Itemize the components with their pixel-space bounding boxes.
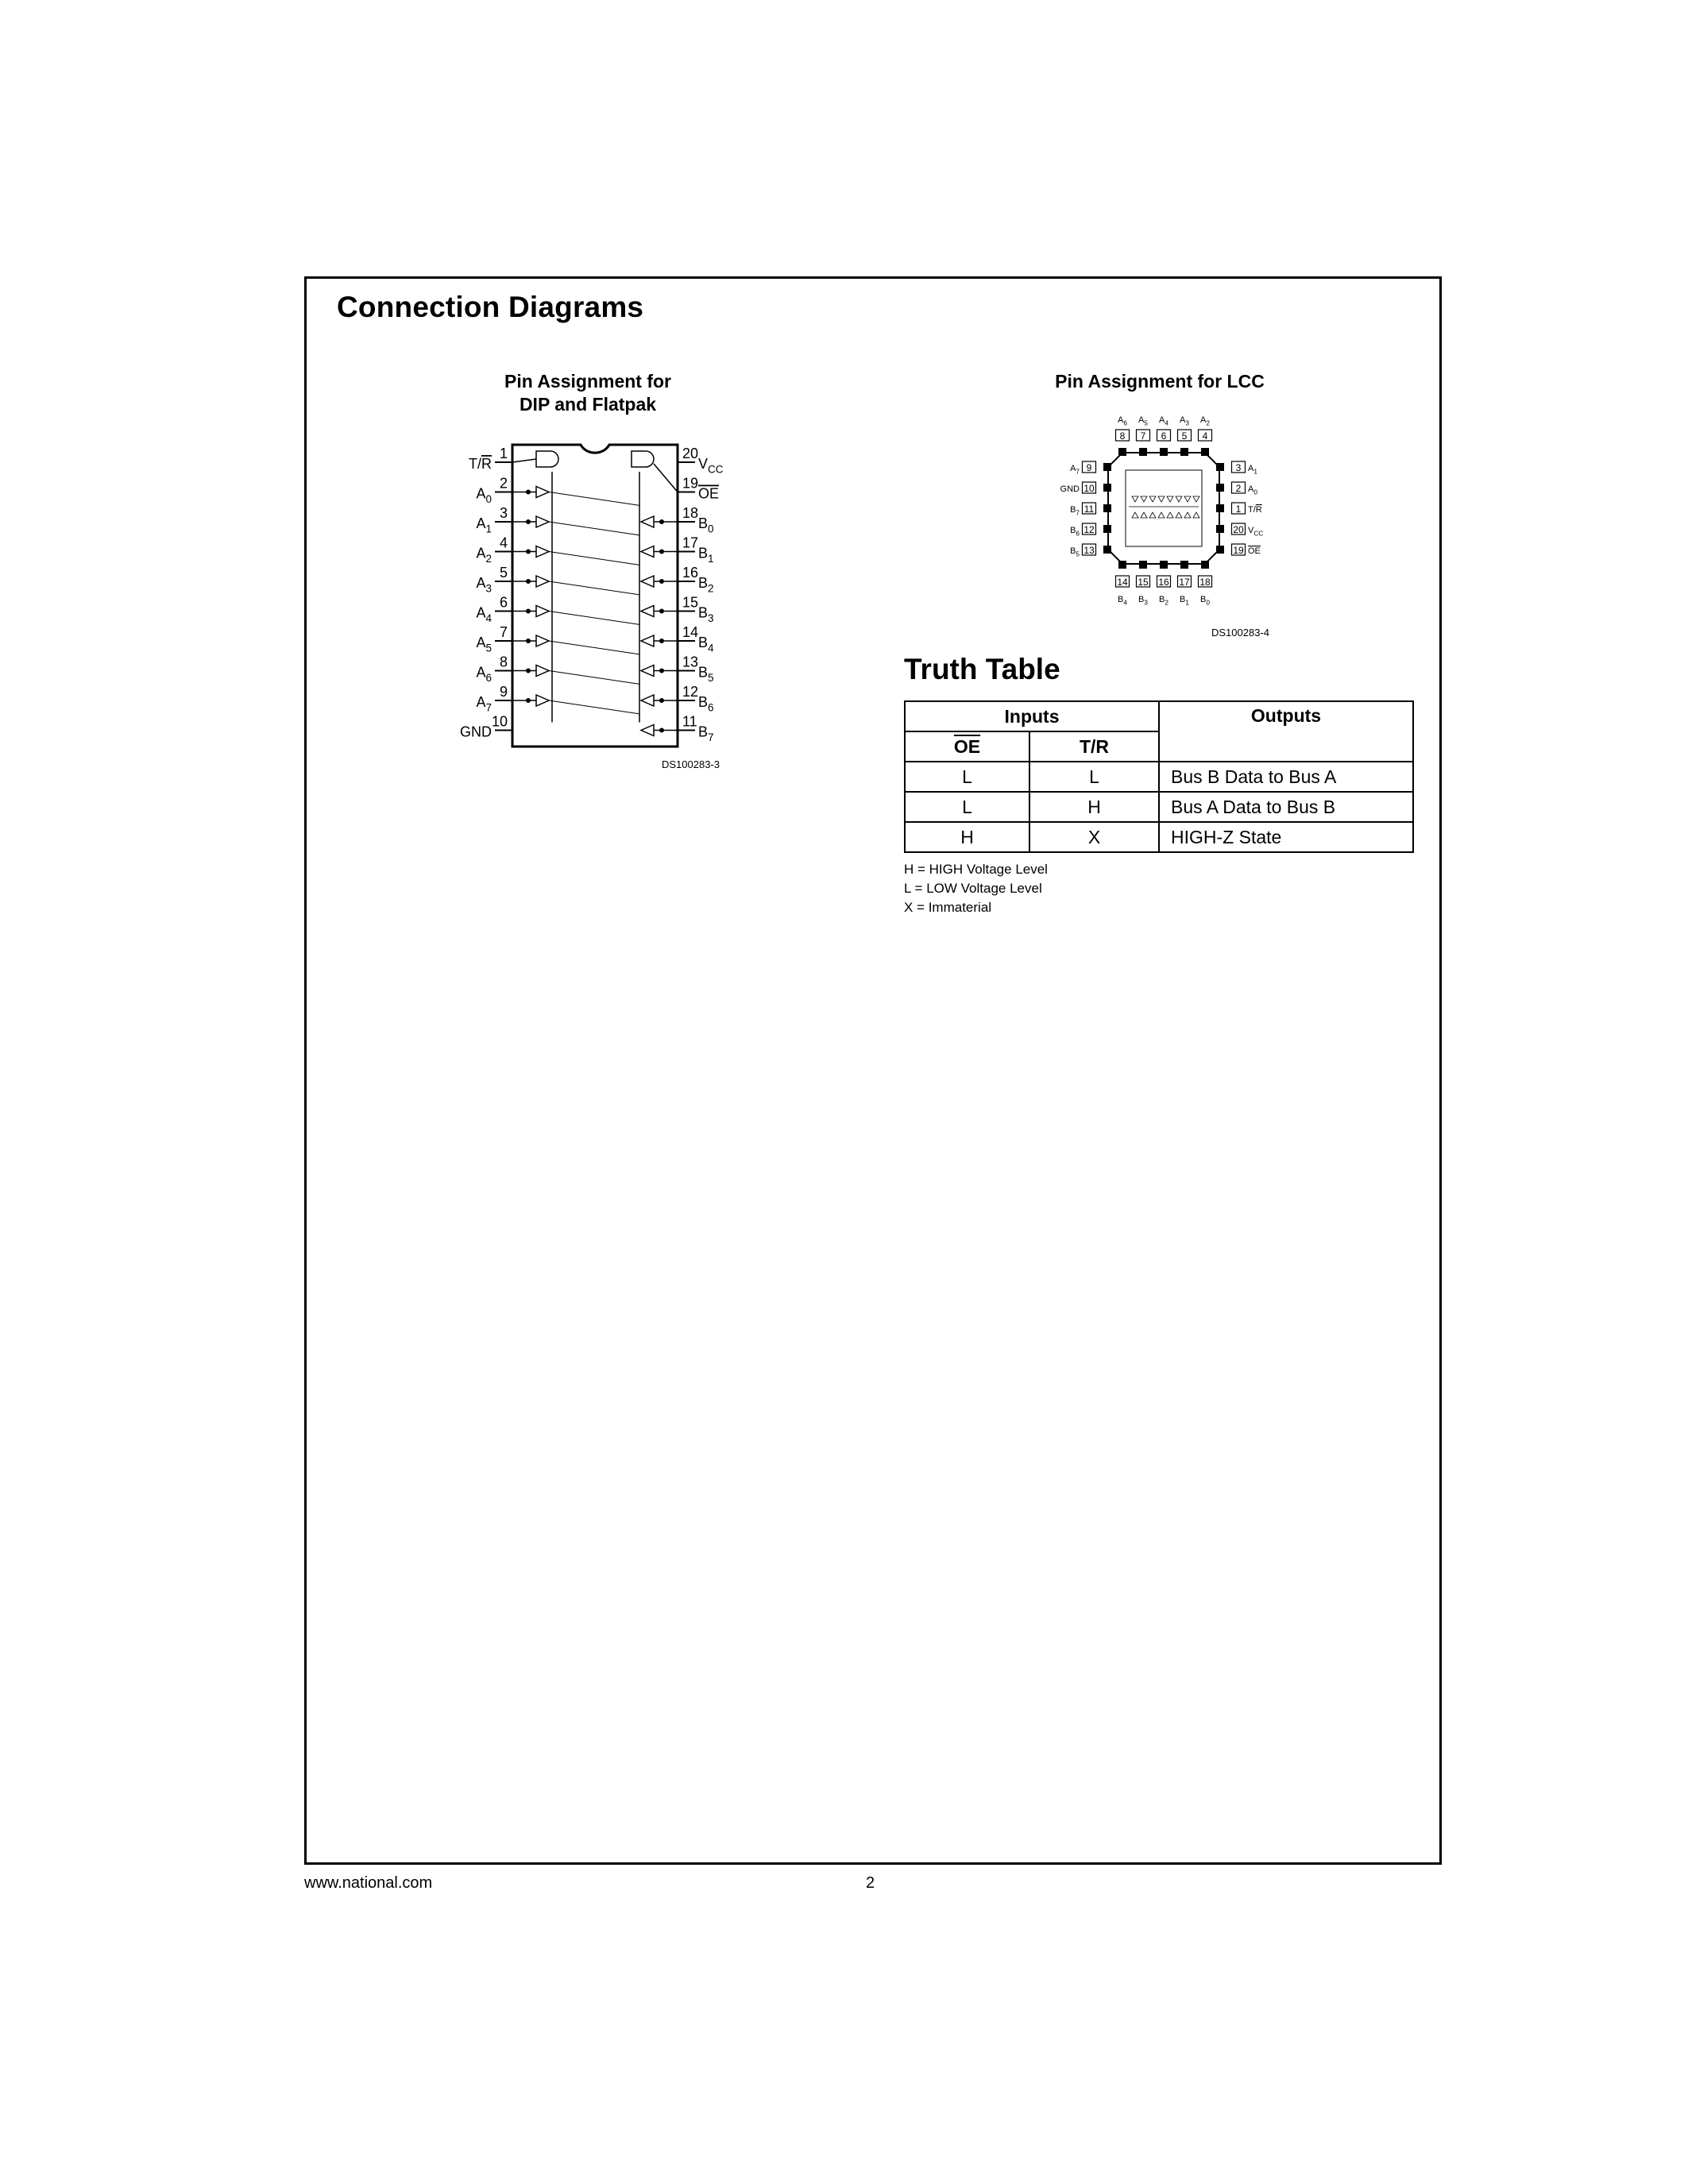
buffer-triangle [641, 546, 654, 558]
dip-pin-label: $B_0$ [698, 515, 714, 535]
buffer-triangle [1167, 496, 1173, 502]
dip-pin-label: $A_2$ [476, 545, 492, 565]
lcc-pin-label: T/R [1248, 505, 1262, 515]
dip-pin-label: $A_7$ [476, 694, 492, 714]
lcc-pad [1201, 561, 1209, 569]
buffer-triangle [1132, 496, 1138, 502]
lcc-pin-number: 18 [1199, 577, 1211, 588]
lcc-pin-number: 11 [1083, 504, 1095, 515]
buffer-triangle [1132, 512, 1138, 518]
buffer-triangle [1184, 496, 1191, 502]
truth-table-group-header [905, 701, 1413, 731]
junction-dot [526, 669, 531, 673]
lcc-pin-number: 3 [1235, 462, 1242, 473]
section-title: Connection Diagrams [337, 291, 644, 323]
junction-dot [659, 669, 664, 673]
footer-page-number: 2 [866, 1874, 875, 1892]
dip-pin-label: $A_5$ [476, 635, 492, 654]
junction-dot [526, 550, 531, 554]
junction-dot [526, 698, 531, 703]
signal-line [549, 492, 639, 506]
lcc-pad [1180, 448, 1188, 456]
dip-pin-number: 2 [499, 475, 508, 492]
lcc-pin-label: $A_4$ [1159, 415, 1168, 427]
lcc-pin-label: $A_6$ [1118, 415, 1127, 427]
buffer-triangle [1158, 496, 1165, 502]
buffer-triangle [1149, 512, 1156, 518]
tr-cell: X [1029, 822, 1159, 852]
lcc-pin-number: 17 [1179, 577, 1190, 588]
dip-package-outline [512, 445, 678, 747]
dip-pin-number: 3 [499, 505, 508, 521]
buffer-triangle [1193, 512, 1199, 518]
oe-cell: H [905, 822, 1029, 852]
dip-pin-number: 1 [499, 446, 508, 461]
buffer-triangle [536, 606, 549, 617]
lcc-pad [1103, 463, 1111, 471]
lcc-pin-label: OE [1248, 546, 1261, 556]
dip-pin-label: $B_7$ [698, 723, 714, 743]
tr-header-text: T/R [1079, 735, 1110, 757]
junction-dot [526, 579, 531, 584]
lcc-pad [1139, 561, 1147, 569]
dip-drawing-id: DS100283-3 [662, 758, 720, 770]
legend-line: H = HIGH Voltage Level [904, 862, 1048, 877]
buffer-triangle [1193, 496, 1199, 502]
buffer-triangle [536, 666, 549, 677]
lcc-pin-label: $B_5$ [1070, 546, 1080, 558]
dip-caption-line2: DIP and Flatpak [519, 394, 657, 415]
lcc-pin-label: GND [1060, 484, 1080, 494]
buffer-triangle [641, 635, 654, 646]
dip-pin-number: 7 [499, 624, 508, 640]
lcc-pin-label: $A_7$ [1070, 464, 1080, 476]
dip-pin-number: 6 [499, 594, 508, 611]
lcc-pad [1118, 448, 1126, 456]
dip-pin-label: $B_4$ [698, 635, 714, 654]
lcc-pad [1118, 561, 1126, 569]
dip-caption [445, 370, 731, 416]
lcc-pin-label: $B_0$ [1200, 595, 1210, 607]
junction-dot [526, 639, 531, 643]
lcc-pin-number: 2 [1235, 483, 1242, 494]
dip-pin-number: 14 [682, 624, 699, 640]
buffer-triangle [536, 546, 549, 558]
buffer-triangle [1176, 496, 1182, 502]
dip-pin-number: 5 [499, 565, 508, 581]
lcc-pin-number: 6 [1161, 430, 1167, 442]
lcc-pin-number: 10 [1083, 483, 1095, 494]
signal-line [654, 464, 678, 492]
lcc-pin-label: $B_7$ [1070, 505, 1080, 517]
lcc-pin-label: $A_0$ [1248, 484, 1257, 496]
buffer-triangle [1141, 512, 1147, 518]
lcc-pin-number: 13 [1083, 545, 1095, 556]
lcc-pin-number: 12 [1083, 524, 1095, 535]
signal-line [512, 459, 536, 462]
output-cell: Bus A Data to Bus B [1159, 792, 1413, 822]
junction-dot [526, 490, 531, 495]
truth-table-title: Truth Table [904, 653, 1060, 685]
junction-dot [659, 579, 664, 584]
buffer-triangle [641, 666, 654, 677]
lcc-pin-number: 14 [1117, 577, 1128, 588]
lcc-die-outline [1126, 470, 1202, 546]
dip-pin-number: 13 [682, 654, 699, 670]
dip-pin-label: $A_3$ [476, 575, 492, 595]
junction-dot [659, 698, 664, 703]
tr-cell: H [1029, 792, 1159, 822]
dip-pin-label: T/R [469, 456, 492, 472]
signal-line [549, 612, 639, 625]
junction-dot [659, 609, 664, 614]
dip-pin-label: $B_1$ [698, 545, 714, 565]
lcc-drawing-id: DS100283-4 [1211, 627, 1269, 639]
dip-pin-number: 15 [682, 594, 699, 611]
dip-pin-label: $B_6$ [698, 694, 714, 714]
outputs-header: Outputs [1159, 701, 1413, 762]
lcc-package-outline [1108, 453, 1219, 564]
dip-pin-number: 19 [682, 475, 699, 492]
buffer-triangle [1167, 512, 1173, 518]
lcc-pin-number: 19 [1233, 545, 1244, 556]
lcc-pin-label: $B_4$ [1118, 595, 1127, 607]
buffer-triangle [1158, 512, 1165, 518]
dip-pin-label: $B_2$ [698, 575, 714, 595]
output-cell: HIGH-Z State [1159, 822, 1413, 852]
dip-pin-label: $A_1$ [476, 515, 492, 535]
dip-pin-number: 20 [682, 446, 699, 461]
table-row [905, 762, 1413, 792]
junction-dot [526, 609, 531, 614]
lcc-pin-number: 9 [1086, 462, 1092, 473]
truth-table [904, 700, 1414, 853]
signal-line [549, 552, 639, 565]
buffer-triangle [641, 725, 654, 736]
lcc-pad [1139, 448, 1147, 456]
lcc-pad [1216, 463, 1224, 471]
dip-pin-number: 8 [499, 654, 508, 670]
oe-cell: L [905, 762, 1029, 792]
junction-dot [659, 519, 664, 524]
footer-url: www.national.com [304, 1874, 433, 1892]
junction-dot [659, 728, 664, 733]
buffer-triangle [536, 516, 549, 527]
lcc-pin-label: $A_1$ [1248, 464, 1257, 476]
lcc-pin-label: $B_6$ [1070, 526, 1080, 538]
table-row [905, 792, 1413, 822]
junction-dot [659, 550, 664, 554]
legend-line: L = LOW Voltage Level [904, 881, 1042, 896]
oe-cell: L [905, 792, 1029, 822]
and-gate [536, 451, 558, 467]
output-cell: Bus B Data to Bus A [1159, 762, 1413, 792]
lcc-pin-label: $B_2$ [1159, 595, 1168, 607]
lcc-pad [1216, 484, 1224, 492]
tr-cell: L [1029, 762, 1159, 792]
and-gate [632, 451, 654, 467]
lcc-pin-label: $A_2$ [1200, 415, 1210, 427]
lcc-pad [1160, 561, 1168, 569]
lcc-pin-number: 20 [1233, 524, 1244, 535]
dip-pin-label: $V_{CC}$ [698, 456, 724, 476]
lcc-pin-number: 16 [1158, 577, 1169, 588]
signal-line [549, 700, 639, 714]
lcc-pin-label: $V_{CC}$ [1248, 526, 1264, 538]
dip-pin-label: GND [460, 723, 492, 740]
lcc-pin-number: 4 [1202, 430, 1208, 442]
dip-pin-label: $B_3$ [698, 604, 714, 624]
signal-line [549, 641, 639, 654]
signal-line [549, 522, 639, 535]
lcc-pinout-diagram [1033, 405, 1295, 635]
buffer-triangle [536, 487, 549, 498]
lcc-pad [1216, 546, 1224, 554]
lcc-pad [1216, 525, 1224, 533]
table-row [905, 822, 1413, 852]
signal-line [549, 581, 639, 595]
lcc-pin-number: 15 [1138, 577, 1149, 588]
dip-caption-line1: Pin Assignment for [504, 371, 671, 392]
dip-pin-number: 17 [682, 534, 699, 551]
legend-line: X = Immaterial [904, 900, 992, 915]
dip-pin-number: 9 [499, 684, 508, 700]
buffer-triangle [536, 695, 549, 706]
lcc-pad [1103, 546, 1111, 554]
lcc-pin-number: 7 [1140, 430, 1146, 442]
junction-dot [659, 639, 664, 643]
buffer-triangle [1176, 512, 1182, 518]
lcc-pad [1103, 484, 1111, 492]
lcc-pin-number: 1 [1235, 504, 1242, 515]
lcc-pin-number: 5 [1181, 430, 1188, 442]
inputs-header: Inputs [905, 701, 1159, 731]
dip-pin-label: OE [698, 485, 720, 502]
lcc-pin-label: $A_3$ [1180, 415, 1189, 427]
dip-pin-label: $A_0$ [476, 485, 492, 505]
dip-pin-number: 18 [682, 505, 699, 521]
tr-header [1029, 731, 1159, 762]
lcc-pad [1103, 525, 1111, 533]
lcc-caption: Pin Assignment for LCC [1055, 371, 1265, 392]
lcc-pad [1103, 504, 1111, 512]
dip-pin-number: 10 [491, 713, 508, 730]
lcc-pad [1201, 448, 1209, 456]
buffer-triangle [641, 576, 654, 587]
dip-pin-number: 12 [682, 684, 699, 700]
lcc-pad [1216, 504, 1224, 512]
dip-pin-label: $A_4$ [476, 604, 492, 624]
lcc-pad [1180, 561, 1188, 569]
dip-pin-number: 16 [682, 565, 699, 581]
lcc-pad [1160, 448, 1168, 456]
buffer-triangle [536, 635, 549, 646]
buffer-triangle [641, 516, 654, 527]
dip-pin-number: 4 [499, 534, 508, 551]
buffer-triangle [536, 576, 549, 587]
dip-pinout-diagram [445, 429, 747, 762]
lcc-pin-label: $B_1$ [1180, 595, 1189, 607]
junction-dot [526, 519, 531, 524]
dip-pin-label: $B_5$ [698, 664, 714, 684]
buffer-triangle [1149, 496, 1156, 502]
lcc-pin-number: 8 [1119, 430, 1126, 442]
lcc-pin-label: $B_3$ [1138, 595, 1148, 607]
lcc-pin-label: $A_5$ [1138, 415, 1148, 427]
oe-header [905, 731, 1029, 762]
oe-header-text: $\overline{OE}$ [953, 735, 981, 757]
buffer-triangle [1141, 496, 1147, 502]
dip-pin-label: $A_6$ [476, 664, 492, 684]
signal-line [549, 671, 639, 685]
truth-table-legend [904, 860, 1048, 917]
buffer-triangle [641, 606, 654, 617]
dip-pin-number: 11 [682, 713, 697, 730]
buffer-triangle [1184, 512, 1191, 518]
buffer-triangle [641, 695, 654, 706]
